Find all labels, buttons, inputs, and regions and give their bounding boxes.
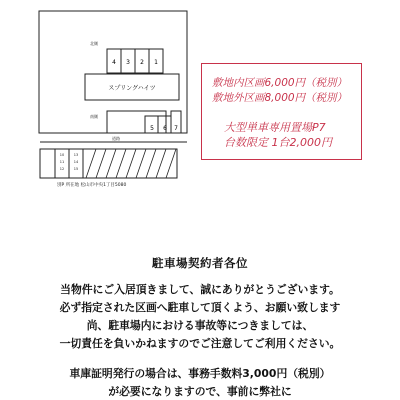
notice-line-2: 必ず指定された区画へ駐車して頂くよう、お願い致します [59, 301, 341, 314]
bike-stall-11: 11 [59, 160, 65, 164]
south-stalls [107, 111, 181, 133]
south-lot-left [107, 111, 166, 133]
notice-line-5: 車庫証明発行の場合は、事務手数料3,000円（税別） [69, 367, 331, 380]
address-line: 別P 所在地 松山市中央1丁目5080 [57, 183, 127, 188]
rate-offsite: 敷地外区画8,000円（税別） [212, 92, 348, 104]
bike-stall-10: 10 [59, 153, 65, 157]
stall-3-label: 3 [126, 59, 130, 66]
stall-5-label: 5 [150, 125, 154, 132]
stall-1-label: 1 [154, 59, 158, 66]
rate-limit: 台数限定 1台2,000円 [224, 136, 332, 149]
stall-6-label: 6 [163, 125, 167, 132]
road-label: 道路 [112, 136, 120, 141]
notice-line-1: 当物件にご入居頂きまして、誠にありがとうございます。 [60, 283, 340, 296]
bike-stall-15: 15 [73, 167, 79, 171]
stall-2-label: 2 [140, 59, 144, 66]
rate-large-bike: 大型単車専用置場P7 [224, 121, 326, 134]
notice-line-4: 一切責任を負いかねますのでご注意してご利用ください。 [59, 337, 341, 350]
rate-box [201, 63, 362, 160]
building-name: スプリングハイツ [108, 85, 156, 92]
north-label: 北側 [90, 41, 98, 46]
rate-onsite: 敷地内区画6,000円（税別） [212, 77, 348, 89]
south-label: 南側 [90, 114, 98, 119]
notice-line-6: が必要になりますので、事前に弊社に [108, 385, 292, 398]
bike-stall-14: 14 [73, 160, 79, 164]
lot-outline [39, 11, 187, 133]
stall-7-label: 7 [174, 125, 178, 132]
notice-line-3: 尚、駐車場内における事故等につきましては、 [86, 319, 314, 332]
bike-stall-12: 12 [59, 167, 65, 171]
bike-stall-13: 13 [73, 153, 79, 157]
notice-title: 駐車場契約者各位 [152, 256, 248, 270]
stall-4-label: 4 [112, 59, 116, 66]
bike-hatching [86, 149, 176, 178]
